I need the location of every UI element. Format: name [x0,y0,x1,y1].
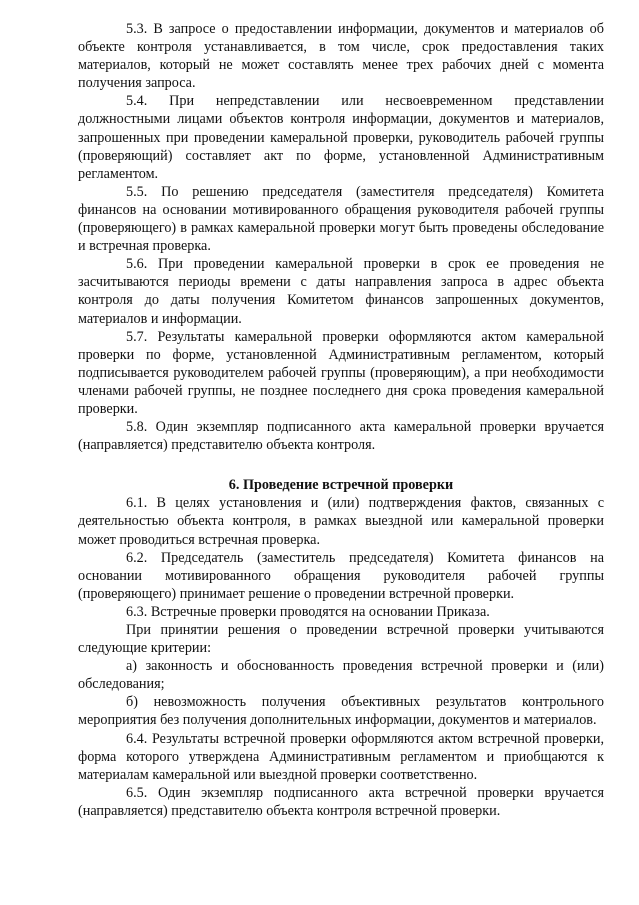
paragraph-5-6: 5.6. При проведении камеральной проверки в срок ее проведения не засчитываются периоды времени с даты направления запроса в адрес объекта контроля до даты получения Комитетом финансов запрошенных документов, материалов и информации. [78,256,604,327]
paragraph-6-5: 6.5. Один экземпляр подписанного акта встречной проверки вручается (направляется) представителю объекта контроля встречной проверки. [78,784,604,819]
paragraph-criteria-a: а) законность и обоснованность проведения встречной проверки и (или) обследования; [78,658,604,693]
document-page [78,20,604,820]
paragraph-5-4: 5.4. При непредставлении или несвоевременном представлении должностными лицами объектов контроля информации, документов и материалов, запрошенных при проведении камеральной проверки, руководитель рабочей группы (проверяющий) составляет акт по форме, установленной Административным регламентом. [78,93,604,182]
paragraph-5-3: 5.3. В запросе о предоставлении информации, документов и материалов об объекте контроля устанавливается, в том числе, срок предоставления таких материалов, который не может составлять менее трех рабочих дней с момента получения запроса. [78,21,604,92]
paragraph-5-7: 5.7. Результаты камеральной проверки оформляются актом камеральной проверки по форме, установленной Административным регламентом, который подписывается руководителем рабочей группы (проверяющим), а при необходимости членами рабочей группы, не позднее последнего дня срока проведения камеральной проверки. [78,328,604,417]
paragraph-criteria-intro: При принятии решения о проведении встречной проверки учитываются следующие критерии: [78,622,604,657]
paragraph-criteria-b: б) невозможность получения объективных результатов контрольного мероприятия без получения дополнительных информации, документов и материалов. [78,694,604,729]
paragraph-6-3: 6.3. Встречные проверки проводятся на основании Приказа. [126,603,490,620]
paragraph-5-5: 5.5. По решению председателя (заместителя председателя) Комитета финансов на основании мотивированного обращения руководителя рабочей группы (проверяющего) в рамках камеральной проверки могут быть проведены обследование и встречная проверка. [78,183,604,255]
section-6-heading: 6. Проведение встречной проверки [228,477,454,494]
paragraph-6-4: 6.4. Результаты встречной проверки оформляются актом встречной проверки, форма которого утверждена Административным регламентом и приобщаются к материалам камеральной или выездной проверки соответственно. [78,730,604,783]
paragraph-5-8: 5.8. Один экземпляр подписанного акта камеральной проверки вручается (направляется) представителю объекта контроля. [78,419,604,454]
paragraph-6-2: 6.2. Председатель (заместитель председателя) Комитета финансов на основании мотивированного обращения руководителя рабочей группы (проверяющего) принимает решение о проведении встречной проверки. [78,549,604,602]
paragraph-6-1: 6.1. В целях установления и (или) подтверждения фактов, связанных с деятельностью объекта контроля, в рамках выездной или камеральной проверки может проводиться встречная проверка. [78,495,604,548]
